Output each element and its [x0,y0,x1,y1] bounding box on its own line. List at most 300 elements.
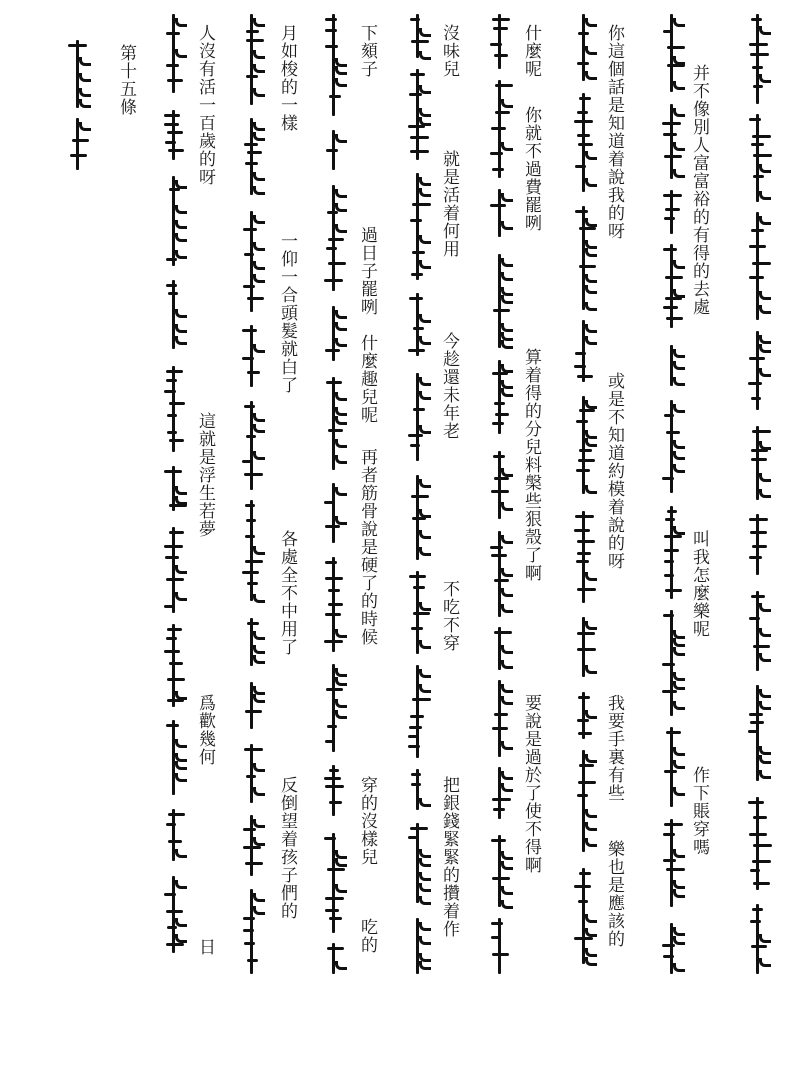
mongolian-glyph-mark [410,73,425,76]
mongolian-glyph-mark [759,958,771,967]
mongolian-glyph-mark [752,908,763,911]
mongolian-glyph-mark [325,561,337,564]
mongolian-glyph-mark [175,880,187,889]
mongolian-glyph-mark [419,28,431,37]
mongolian-glyph-mark [419,530,431,539]
mongolian-glyph-mark [751,18,762,21]
mongolian-glyph-mark [167,431,177,434]
mongolian-word-stroke [498,451,501,519]
mongolian-glyph-mark [325,577,343,580]
mongolian-column-6 [322,14,346,974]
mongolian-glyph-mark [585,485,597,494]
mongolian-glyph-mark [501,861,513,870]
annotation-c27: 人沒有活一百歲的呀 [195,24,215,186]
mongolian-glyph-mark [175,309,187,318]
mongolian-glyph-mark [501,502,513,511]
mongolian-glyph-mark [169,662,183,665]
mongolian-glyph-mark [585,957,597,966]
mongolian-glyph-mark [663,859,676,862]
mongolian-word-stroke [670,244,673,328]
mongolian-glyph-mark [411,773,421,776]
mongolian-glyph-mark [673,142,685,151]
mongolian-glyph-mark [664,823,683,826]
mongolian-glyph-mark [245,162,258,165]
mongolian-word-stroke [250,744,253,803]
mongolian-glyph-mark [167,414,177,417]
mongolian-glyph-mark [575,210,588,213]
mongolian-glyph-mark [335,961,347,970]
mongolian-glyph-mark [419,684,431,693]
annotation-c1: 并不像別人富富裕的有得的去處 [689,64,709,316]
annotation-c17: 下頦子 [357,24,377,78]
mongolian-glyph-mark [166,910,183,913]
mongolian-glyph-mark [335,134,347,143]
annotation-c22: 吃的 [357,918,377,954]
mongolian-glyph-mark [253,424,265,433]
mongolian-glyph-mark [253,837,265,846]
mongolian-glyph-mark [413,327,424,330]
mongolian-glyph-mark [243,228,257,231]
mongolian-glyph-mark [246,435,256,438]
mongolian-glyph-mark [326,688,343,691]
mongolian-glyph-mark [585,218,597,227]
mongolian-glyph-mark [759,628,771,637]
mongolian-glyph-mark [325,909,339,912]
mongolian-glyph-mark [495,111,510,114]
annotation-c6: 我要手裏有些 [604,694,624,802]
mongolian-glyph-mark [164,470,182,473]
mongolian-glyph-mark [749,617,760,620]
mongolian-glyph-mark [167,79,183,82]
mongolian-glyph-mark [408,836,418,839]
mongolian-glyph-mark [491,490,509,493]
mongolian-glyph-mark [585,285,597,294]
mongolian-glyph-mark [752,860,771,863]
mongolian-glyph-mark [253,906,265,915]
mongolian-glyph-mark [175,336,187,345]
mongolian-glyph-mark [491,839,506,842]
mongolian-glyph-mark [335,392,347,401]
mongolian-glyph-mark [325,740,335,743]
mongolian-glyph-mark [413,408,425,411]
mongolian-glyph-mark [419,108,431,117]
mongolian-glyph-mark [165,141,176,144]
mongolian-glyph-mark [335,338,347,347]
mongolian-glyph-mark [419,640,431,649]
mongolian-glyph-mark [673,849,685,858]
mongolian-glyph-mark [663,30,673,33]
mongolian-glyph-mark [501,193,513,202]
mongolian-glyph-mark [751,397,761,400]
mongolian-glyph-mark [665,297,682,300]
mongolian-glyph-mark [585,710,597,719]
mongolian-glyph-mark [413,586,425,589]
mongolian-glyph-mark [585,572,597,581]
mongolian-glyph-mark [501,323,513,332]
mongolian-column-9 [66,40,90,170]
mongolian-glyph-mark [673,936,685,945]
mongolian-glyph-mark [169,188,180,191]
mongolian-glyph-mark [410,18,420,21]
mongolian-glyph-mark [665,518,675,521]
mongolian-glyph-mark [327,868,345,871]
mongolian-glyph-mark [324,501,334,504]
mongolian-glyph-mark [419,547,431,556]
mongolian-glyph-mark [419,602,431,611]
mongolian-glyph-mark [578,459,595,462]
mongolian-glyph-mark [490,546,503,549]
mongolian-glyph-mark [244,942,255,945]
mongolian-word-stroke [756,114,759,202]
mongolian-glyph-mark [411,627,423,630]
mongolian-glyph-mark [749,833,767,836]
mongolian-glyph-mark [673,880,685,889]
mongolian-glyph-mark [253,18,265,27]
mongolian-glyph-mark [759,934,771,943]
mongolian-word-stroke [416,69,419,160]
mongolian-glyph-mark [663,133,677,136]
mongolian-glyph-mark [585,665,597,674]
mongolian-glyph-mark [752,430,771,433]
mongolian-glyph-mark [335,677,347,686]
mongolian-glyph-mark [493,27,508,30]
mongolian-glyph-mark [419,377,431,386]
annotation-c28: 這就是浮生若夢 [195,412,215,538]
mongolian-glyph-mark [665,589,682,592]
mongolian-glyph-mark [335,884,347,893]
mongolian-glyph-mark [408,745,420,748]
mongolian-glyph-mark [164,114,180,117]
mongolian-glyph-mark [673,787,685,796]
mongolian-glyph-mark [167,678,185,681]
mongolian-glyph-mark [663,248,677,251]
mongolian-glyph-mark [419,872,431,881]
mongolian-glyph-mark [494,54,508,57]
mongolian-glyph-mark [246,775,256,778]
mongolian-glyph-mark [759,335,771,344]
mongolian-glyph-mark [419,235,431,244]
mongolian-glyph-mark [749,357,765,360]
mongolian-glyph-mark [335,439,347,448]
mongolian-glyph-mark [175,592,187,601]
mongolian-glyph-mark [585,151,597,160]
mongolian-glyph-mark [175,739,187,748]
mongolian-column-3 [572,14,596,974]
mongolian-glyph-mark [324,640,343,643]
mongolian-glyph-mark [175,849,187,858]
mongolian-glyph-mark [501,771,513,780]
annotation-c21: 穿的沒樣兒 [357,776,377,866]
mongolian-glyph-mark [335,668,347,677]
mongolian-word-stroke [416,293,419,356]
mongolian-glyph-mark [577,111,588,114]
mongolian-glyph-mark [749,713,763,716]
mongolian-glyph-mark [335,416,347,425]
mongolian-glyph-mark [242,357,254,360]
annotation-c13: 就是活着何用 [439,150,459,258]
mongolian-glyph-mark [411,273,423,276]
mongolian-glyph-mark [410,715,424,718]
mongolian-glyph-mark [759,216,771,225]
mongolian-glyph-mark [667,46,685,49]
mongolian-glyph-mark [245,710,262,713]
mongolian-glyph-mark [495,413,509,416]
mongolian-glyph-mark [495,84,513,87]
mongolian-glyph-mark [759,26,771,35]
mongolian-glyph-mark [242,329,257,332]
mongolian-glyph-mark [749,118,761,121]
mongolian-glyph-mark [335,858,347,867]
mongolian-glyph-mark [673,760,685,769]
mongolian-glyph-mark [244,748,263,751]
mongolian-glyph-mark [326,381,342,384]
mongolian-glyph-mark [752,545,767,548]
mongolian-glyph-mark [501,741,513,750]
mongolian-glyph-mark [244,405,255,408]
mongolian-glyph-mark [673,440,685,449]
mongolian-glyph-mark [253,413,265,422]
mongolian-glyph-mark [662,663,675,666]
mongolian-glyph-mark [585,809,597,818]
mongolian-glyph-mark [501,258,513,267]
mongolian-glyph-mark [662,944,675,947]
mongolian-glyph-mark [585,822,597,831]
mongolian-word-stroke [172,876,175,953]
mongolian-glyph-mark [329,801,342,804]
mongolian-glyph-mark [246,519,256,522]
mongolian-glyph-mark [72,139,89,142]
mongolian-glyph-mark [574,885,591,888]
mongolian-glyph-mark [576,469,590,472]
mongolian-glyph-mark [666,317,683,320]
mongolian-glyph-mark [665,208,680,211]
mongolian-glyph-mark [664,155,682,158]
section-number: 第十五條 [116,44,136,116]
mongolian-glyph-mark [335,78,347,87]
mongolian-glyph-mark [328,589,340,592]
mongolian-glyph-mark [664,217,675,220]
mongolian-glyph-mark [501,588,513,597]
mongolian-glyph-mark [501,221,513,230]
mongolian-glyph-mark [492,877,510,880]
mongolian-glyph-mark [335,699,347,708]
mongolian-glyph-mark [335,322,347,331]
mongolian-glyph-mark [253,763,265,772]
mongolian-glyph-mark [578,143,593,146]
mongolian-glyph-mark [243,929,254,932]
mongolian-glyph-mark [168,840,182,843]
mongolian-glyph-mark [408,735,418,738]
mongolian-glyph-mark [492,727,508,730]
mongolian-glyph-mark [753,816,767,819]
mongolian-glyph-mark [419,51,431,60]
mongolian-glyph-mark [501,272,513,281]
mongolian-glyph-mark [175,934,187,943]
mongolian-word-stroke [250,325,253,387]
mongolian-glyph-mark [335,487,347,496]
mongolian-glyph-mark [673,647,685,656]
mongolian-glyph-mark [576,560,589,563]
mongolian-glyph-mark [325,785,344,788]
mongolian-glyph-mark [577,62,589,65]
mongolian-glyph-mark [579,764,594,767]
annotation-c7: 樂也是應該的 [604,840,624,948]
mongolian-glyph-mark [169,504,187,507]
mongolian-glyph-mark [748,382,762,385]
annotation-c19: 什麼趣兒呢 [357,334,377,424]
mongolian-glyph-mark [585,274,597,283]
mongolian-glyph-mark [253,451,265,460]
mongolian-glyph-mark [169,402,185,405]
mongolian-glyph-mark [175,918,187,927]
mongolian-glyph-mark [325,897,344,900]
mongolian-glyph-mark [673,963,685,972]
mongolian-glyph-mark [662,122,681,125]
mongolian-glyph-mark [575,515,594,518]
mongolian-glyph-mark [175,205,187,214]
mongolian-glyph-mark [419,336,431,345]
mongolian-word-stroke [332,765,335,816]
mongolian-glyph-mark [253,819,265,828]
mongolian-glyph-mark [501,604,513,613]
mongolian-glyph-mark [501,340,513,349]
mongolian-glyph-mark [175,761,187,770]
mongolian-glyph-mark [166,64,179,67]
mongolian-glyph-mark [175,324,187,333]
mongolian-glyph-mark [748,730,758,733]
mongolian-glyph-mark [328,429,343,432]
mongolian-glyph-mark [253,186,265,195]
mongolian-glyph-mark [751,143,764,146]
mongolian-glyph-mark [490,204,506,207]
mongolian-glyph-mark [667,64,685,67]
mongolian-glyph-mark [175,220,187,229]
mongolian-glyph-mark [175,565,187,574]
mongolian-glyph-mark [492,422,504,425]
mongolian-glyph-mark [579,265,596,268]
mongolian-glyph-mark [419,260,431,269]
mongolian-glyph-mark [165,556,179,559]
mongolian-glyph-mark [166,578,184,581]
mongolian-glyph-mark [167,926,177,929]
mongolian-glyph-mark [325,349,340,352]
mongolian-glyph-mark [413,612,430,615]
mongolian-glyph-mark [501,99,513,108]
mongolian-glyph-mark [253,274,265,283]
mongolian-glyph-mark [750,869,760,872]
mongolian-glyph-mark [253,215,265,224]
mongolian-glyph-mark [490,152,503,155]
mongolian-glyph-mark [410,136,429,139]
mongolian-glyph-mark [490,43,502,46]
mongolian-glyph-mark [753,645,770,648]
mongolian-glyph-mark [759,489,771,498]
mongolian-glyph-mark [501,468,513,477]
mongolian-word-stroke [756,685,759,781]
mongolian-glyph-mark [419,188,431,197]
mongolian-glyph-mark [253,344,265,353]
mongolian-glyph-mark [243,828,256,831]
mongolian-glyph-mark [494,477,509,480]
mongolian-glyph-mark [253,694,265,703]
mongolian-glyph-mark [577,134,590,137]
mongolian-glyph-mark [419,858,431,867]
mongolian-glyph-mark [585,18,597,27]
mongolian-glyph-mark [585,248,597,257]
mongolian-glyph-mark [335,629,347,638]
mongolian-glyph-mark [501,535,513,544]
mongolian-glyph-mark [244,253,254,256]
annotation-c8: 什麼呢 [521,24,541,78]
mongolian-glyph-mark [253,64,265,73]
mongolian-glyph-mark [501,886,513,895]
annotation-c25: 各處全不中用了 [277,530,297,656]
mongolian-glyph-mark [326,247,337,250]
mongolian-glyph-mark [409,297,423,300]
mongolian-glyph-mark [324,279,343,282]
annotation-c14: 今趁還未年老 [439,332,459,440]
mongolian-glyph-mark [662,690,677,693]
mongolian-word-stroke [498,835,501,907]
mongolian-glyph-mark [325,613,341,616]
mongolian-glyph-mark [410,150,429,153]
mongolian-glyph-mark [579,409,595,412]
mongolian-glyph-mark [167,699,184,702]
mongolian-glyph-mark [749,556,762,559]
mongolian-glyph-mark [166,32,180,35]
mongolian-glyph-mark [244,473,263,476]
mongolian-glyph-mark [175,18,187,27]
mongolian-glyph-mark [673,361,685,370]
mongolian-glyph-mark [247,622,259,625]
mongolian-glyph-mark [666,431,680,434]
mongolian-glyph-mark [169,531,184,534]
mongolian-glyph-mark [578,732,592,735]
mongolian-column-5 [406,14,430,974]
mongolian-glyph-mark [419,961,431,970]
mongolian-glyph-mark [253,787,265,796]
mongolian-glyph-mark [673,672,685,681]
mongolian-glyph-mark [410,827,428,830]
mongolian-glyph-mark [749,43,768,46]
mongolian-column-8 [162,14,186,974]
annotation-c20: 再者筋骨說是硬了的時候 [357,448,377,646]
mongolian-glyph-mark [501,645,513,654]
mongolian-glyph-mark [579,227,596,230]
mongolian-glyph-mark [409,93,422,96]
annotation-c2: 叫我怎麼樂呢 [689,530,709,638]
mongolian-glyph-mark [79,99,91,108]
mongolian-glyph-mark [79,73,91,82]
mongolian-glyph-mark [175,486,187,495]
mongolian-glyph-mark [759,770,771,779]
mongolian-glyph-mark [663,194,682,197]
mongolian-glyph-mark [574,365,586,368]
mongolian-glyph-mark [408,125,425,128]
mongolian-glyph-mark [328,603,343,606]
mongolian-glyph-mark [579,97,591,100]
mongolian-glyph-mark [753,85,763,88]
mongolian-glyph-mark [327,725,337,728]
annotation-c10: 算着得的分兒料槃些狠殼了啊 [521,348,541,582]
annotation-c11: 要說是過於了使不得啊 [521,694,541,874]
mongolian-glyph-mark [585,914,597,923]
mongolian-glyph-mark [494,631,512,634]
mongolian-word-stroke [172,110,175,160]
mongolian-glyph-mark [335,455,347,464]
mongolian-glyph-mark [662,477,674,480]
mongolian-glyph-mark [79,88,91,97]
